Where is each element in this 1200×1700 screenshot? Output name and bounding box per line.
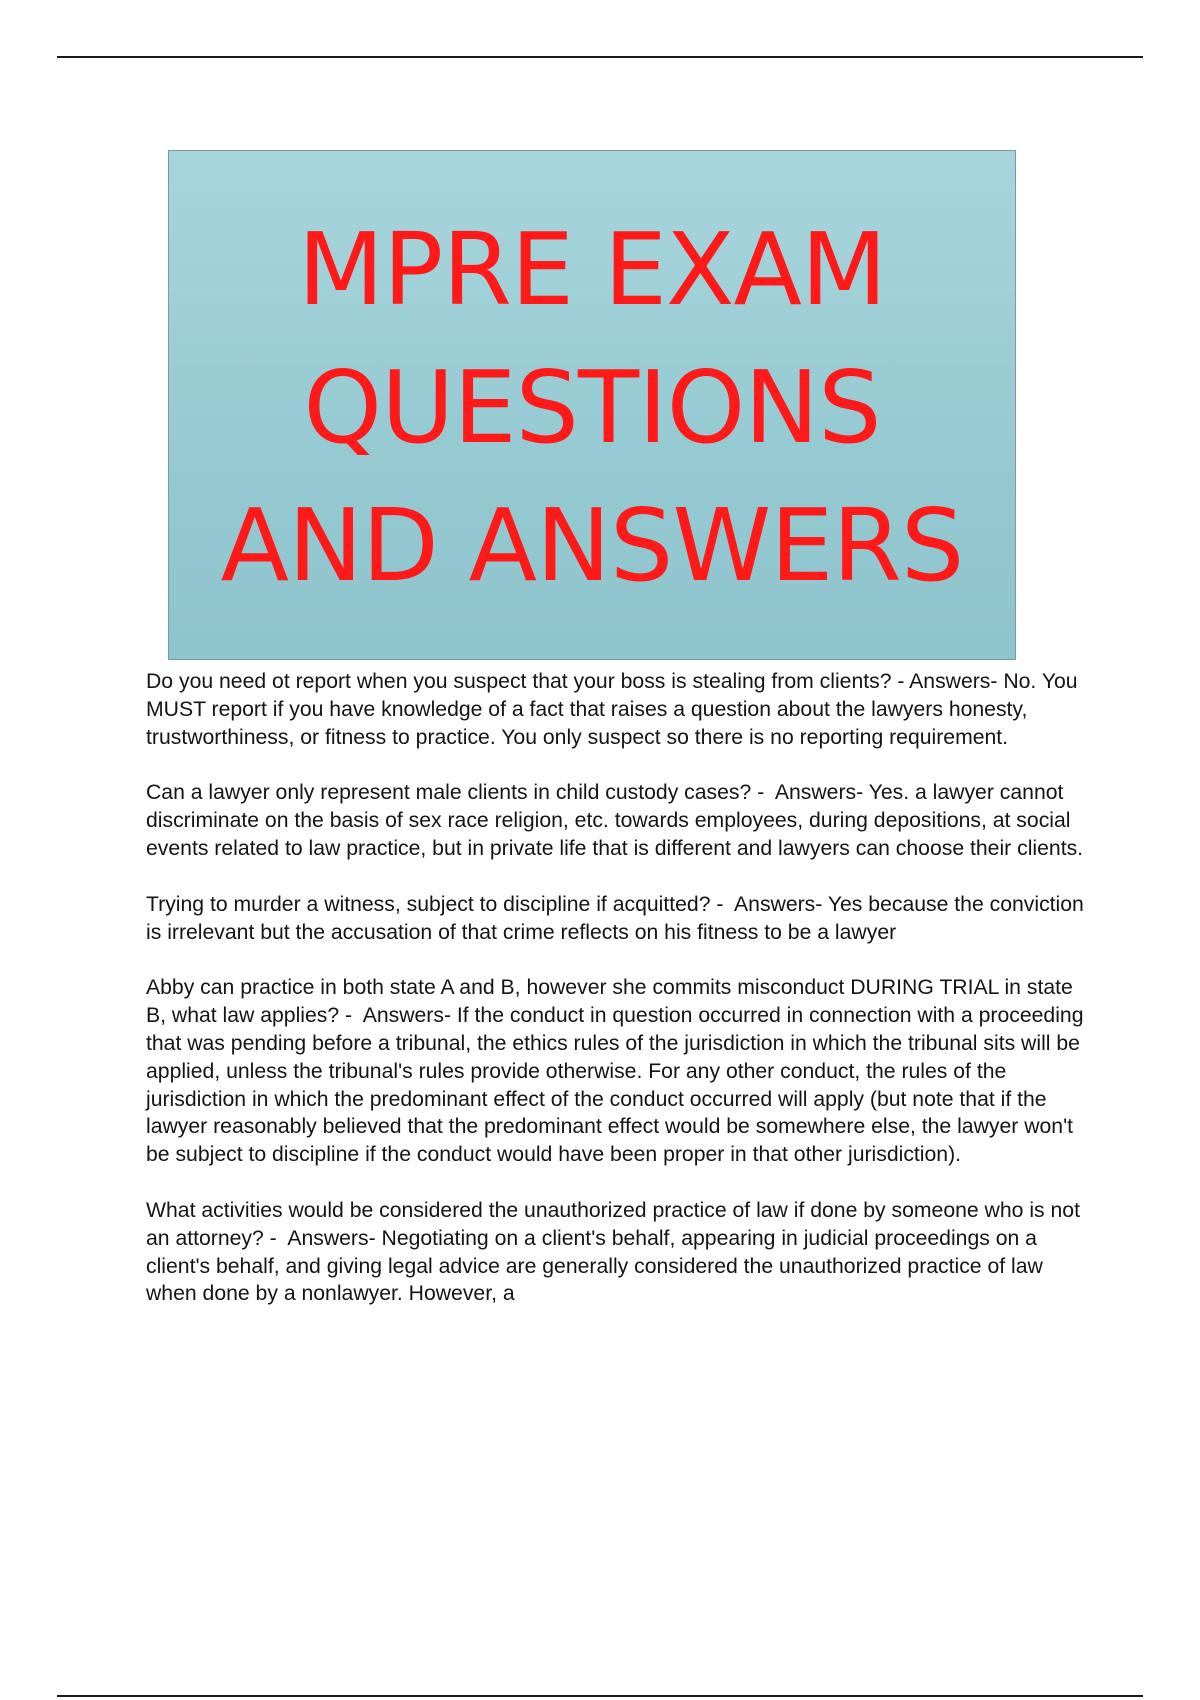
qa-answer: Answers- Yes because the conviction is irrelevant but the accusation of that crime reflects on his fitness to be a lawyer — [146, 892, 1090, 944]
qa-question: Can a lawyer only represent male clients in child custody cases? - — [146, 781, 775, 805]
cover-title-line-3: AND ANSWERS — [220, 487, 964, 604]
qa-question: What activities would be considered the unauthorized practice of law if done by someone who is not an attorney? - — [146, 1198, 1086, 1250]
qa-answer: Answers- Negotiating on a client's behalf, appearing in judicial proceedings on a client's behalf, and giving legal advice are generally considered the unauthorized practice of law when done by a nonlawyer. However, a — [146, 1226, 1049, 1306]
qa-item-4 — [146, 974, 1096, 1169]
qa-answer: Answers- Yes. a lawyer cannot discriminate on the basis of sex race religion, etc. towards employees, during depositions, at social events related to law practice, but in private life that is different and lawyers can choose their clients. — [146, 781, 1084, 860]
qa-question: Abby can practice in both state A and B, however she commits misconduct DURING TRIAL in state B, what law applies? - — [146, 976, 1079, 1028]
footer-rule — [57, 1695, 1143, 1697]
qa-answer: Answers- No. You MUST report if you have knowledge of a fact that raises a question about the lawyers honesty, trustworthiness, or fitness to practice. You only suspect so there is no reporting requirement. — [146, 670, 1084, 749]
qa-item-2 — [146, 779, 1096, 862]
qa-question: Trying to murder a witness, subject to discipline if acquitted? - — [146, 892, 735, 916]
header-rule — [57, 56, 1143, 58]
qa-item-1 — [146, 668, 1096, 751]
cover-banner — [168, 150, 1016, 660]
qa-answer: Answers- If the conduct in question occurred in connection with a proceeding that was pending before a tribunal, the ethics rules of the jurisdiction in which the tribunal sits will be applied, unless the tribunal's rules provide otherwise. For any other conduct, the rules of the jurisdiction in which the predominant effect of the conduct occurred will apply (but note that if the lawyer reasonably believed that the predominant effect would be somewhere else, the lawyer won't be subject to discipline if the conduct would have been proper in that other jurisdiction). — [146, 1004, 1090, 1167]
qa-list — [146, 668, 1096, 1336]
cover-title-line-2: QUESTIONS — [303, 349, 881, 466]
qa-item-5 — [146, 1197, 1096, 1308]
cover-title-line-1: MPRE EXAM — [297, 211, 887, 328]
qa-item-3 — [146, 891, 1096, 947]
qa-question: Do you need ot report when you suspect that your boss is stealing from clients? - — [146, 670, 910, 693]
